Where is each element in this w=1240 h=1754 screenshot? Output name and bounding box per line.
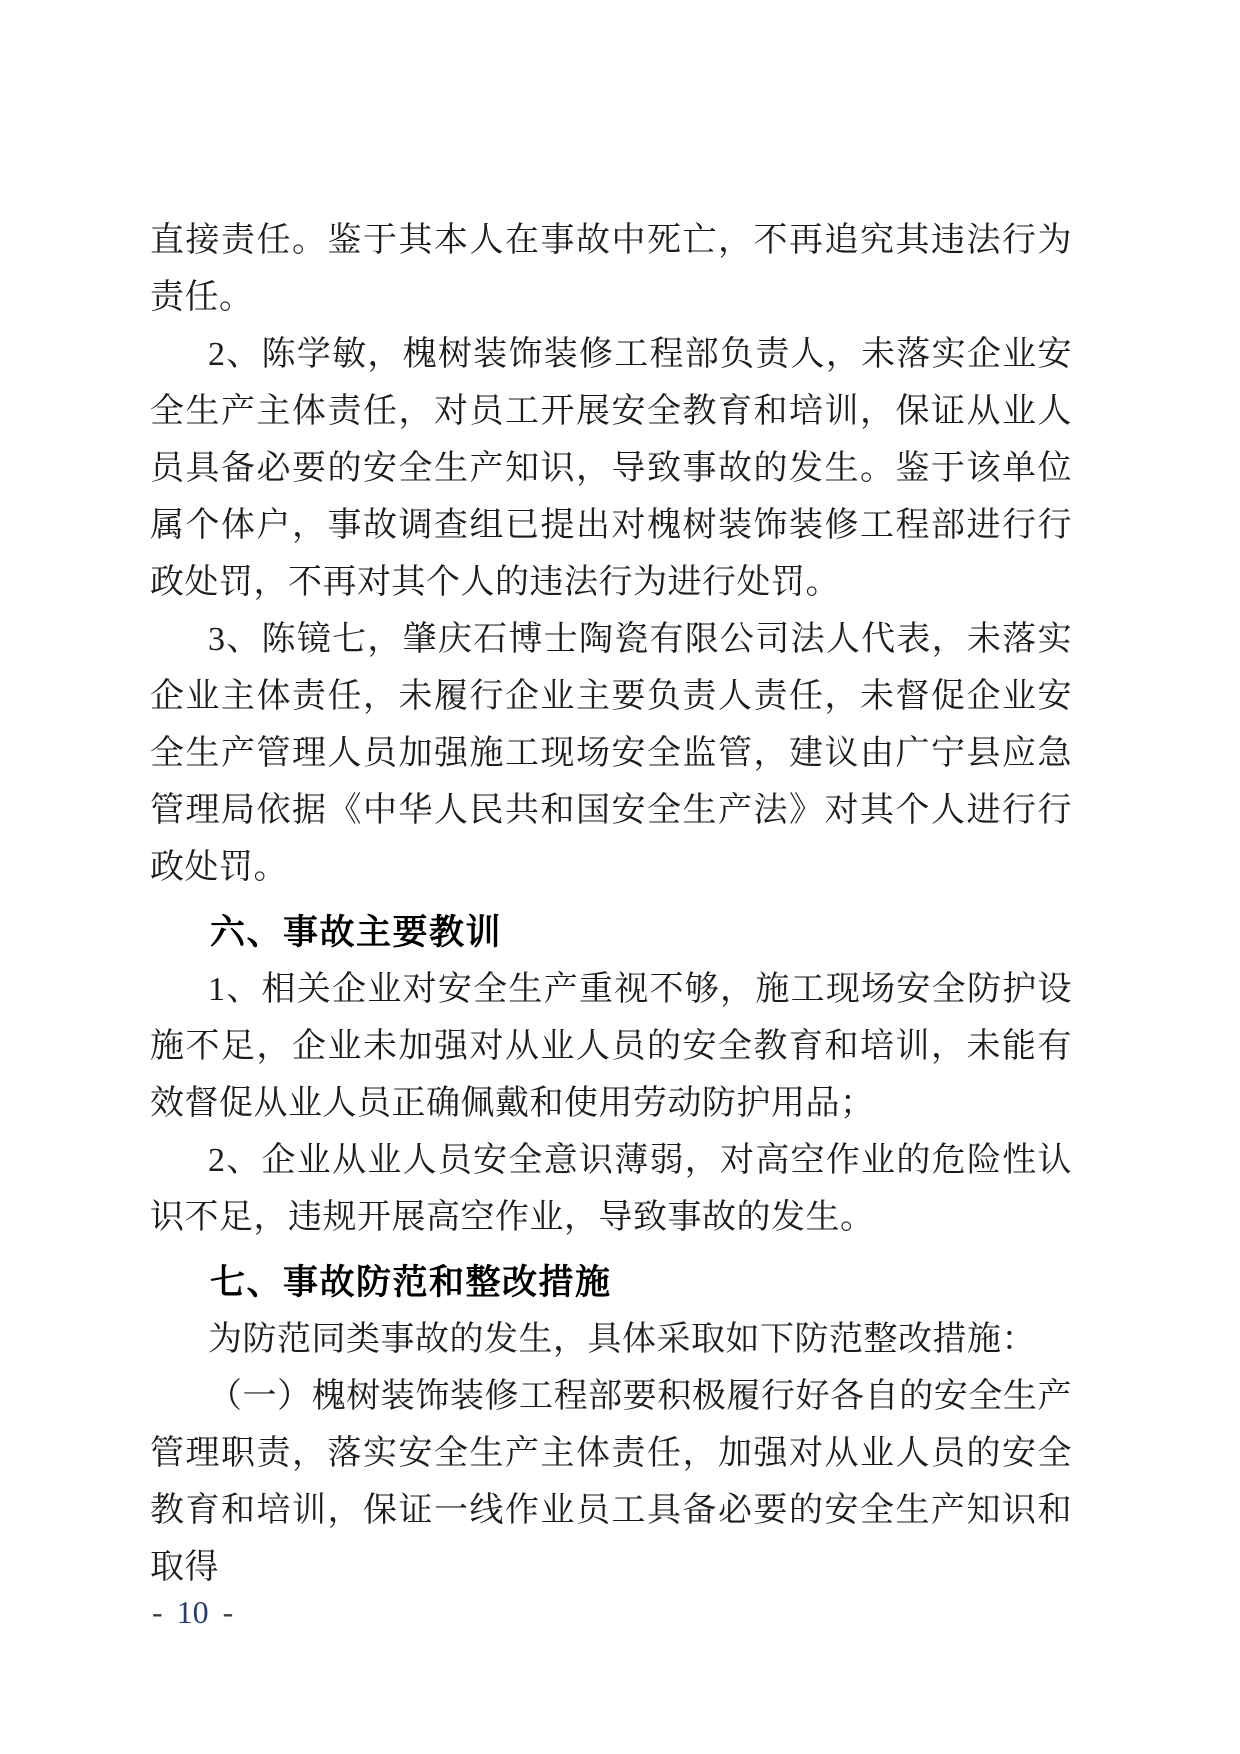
paragraph-continuation: 直接责任。鉴于其本人在事故中死亡，不再追究其违法行为责任。 bbox=[150, 222, 1072, 316]
paragraph-responsible-person-3: 3、陈镜七，肇庆石博士陶瓷有限公司法人代表，未落实企业主体责任，未履行企业主要负责人责任，未督促企业安全生产管理人员加强施工现场安全监管，建议由广宁县应急管理局依据《中华人民共和国安全生产法》对其个人进行行政处罚。 bbox=[150, 621, 1072, 886]
page-number-dash-right: - bbox=[222, 1594, 234, 1630]
paragraph-responsible-person-2: 2、陈学敏，槐树装饰装修工程部负责人，未落实企业安全生产主体责任，对员工开展安全教育和培训，保证从业人员具备必要的安全生产知识，导致事故的发生。鉴于该单位属个体户，事故调查组已提出对槐树装饰装修工程部进行行政处罚，不再对其个人的违法行为进行处罚。 bbox=[150, 336, 1072, 601]
paragraph-measures-intro: 为防范同类事故的发生，具体采取如下防范整改措施： bbox=[208, 1321, 1036, 1358]
paragraph-measure-1: （一）槐树装饰装修工程部要积极履行好各自的安全生产管理职责，落实安全生产主体责任，加强对从业人员的安全教育和培训，保证一线作业员工具备必要的安全生产知识和取得 bbox=[150, 1378, 1072, 1586]
page-number bbox=[152, 1592, 233, 1632]
page-number-value: 10 bbox=[176, 1594, 209, 1630]
paragraph-lesson-2: 2、企业从业人员安全意识薄弱，对高空作业的危险性认识不足，违规开展高空作业，导致事故的发生。 bbox=[150, 1142, 1072, 1236]
section-heading-measures: 七、事故防范和整改措施 bbox=[210, 1263, 612, 1302]
section-heading-lessons: 六、事故主要教训 bbox=[210, 913, 503, 952]
paragraph-lesson-1: 1、相关企业对安全生产重视不够，施工现场安全防护设施不足，企业未加强对从业人员的安全教育和培训，未能有效督促从业人员正确佩戴和使用劳动防护用品； bbox=[150, 971, 1072, 1122]
page-number-dash-left: - bbox=[152, 1594, 163, 1630]
document-body bbox=[150, 212, 1072, 1596]
